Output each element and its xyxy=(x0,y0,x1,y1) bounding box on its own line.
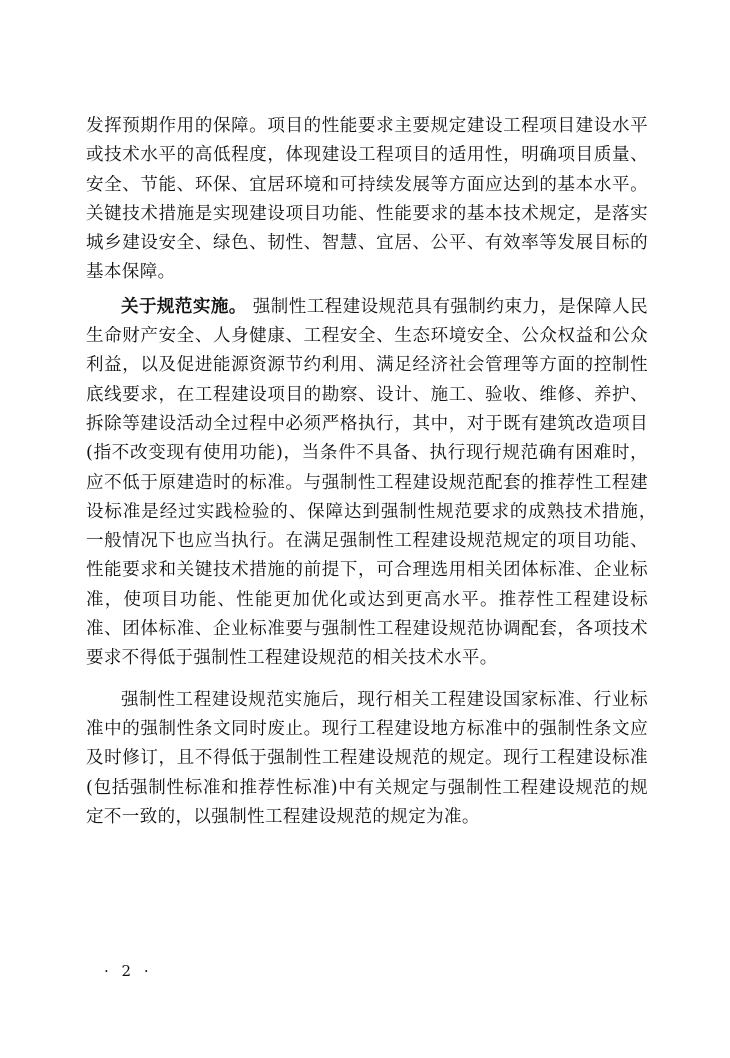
paragraph-3 xyxy=(86,686,648,832)
paragraph-1-text: 发挥预期作用的保障。项目的性能要求主要规定建设工程项目建设水平或技术水平的高低程度，体现建设工程项目的适用性，明确项目质量、安全、节能、环保、宜居环境和可持续发展等方面应达到的基本水平。关键技术措施是实现建设项目功能、性能要求的基本技术规定，是落实城乡建设安全、绿色、韧性、智慧、宜居、公平、有效率等发展目标的基本保障。 xyxy=(86,116,648,283)
paragraph-2 xyxy=(86,293,666,674)
document-body xyxy=(86,112,666,832)
paragraph-1 xyxy=(86,112,648,288)
paragraph-2-text: 强制性工程建设规范具有强制约束力，是保障人民生命财产安全、人身健康、工程安全、生态环境安全、公众权益和公众利益，以及促进能源资源节约利用、满足经济社会管理等方面的控制性底线要求，在工程建设项目的勘察、设计、施工、验收、维修、养护、拆除等建设活动全过程中必须严格执行，其中，对于既有建筑改造项目(指不改变现有使用功能)，当条件不具备、执行现行规范确有困难时，应不低于原建造时的标准。与强制性工程建设规范配套的推荐性工程建设标准是经过实践检验的、保障达到强制性规范要求的成熟技术措施， 一般情况下也应当执行。在满足强制性工程建设规范规定的项目功能、性能要求和关键技术措施的前提下，可合理选用相关团体标准、企业标准，使项目功能、性能更加优化或达到更高水平。推荐性工程建设标准、团体标准、企业标准要与强制性工程建设规范协调配套，各项技术要求不得低于强制性工程建设规范的相关技术水平。 xyxy=(86,296,666,669)
paragraph-2-heading: 关于规范实施。 xyxy=(121,296,247,317)
paragraph-3-text: 强制性工程建设规范实施后，现行相关工程建设国家标准、行业标准中的强制性条文同时废止。现行工程建设地方标准中的强制性条文应及时修订，且不得低于强制性工程建设规范的规定。现行工程建设标准(包括强制性标准和推荐性标准)中有关规定与强制性工程建设规范的规定不一致的，以强制性工程建设规范的规定为准。 xyxy=(86,689,648,827)
page-number: · 2 · xyxy=(104,962,153,980)
